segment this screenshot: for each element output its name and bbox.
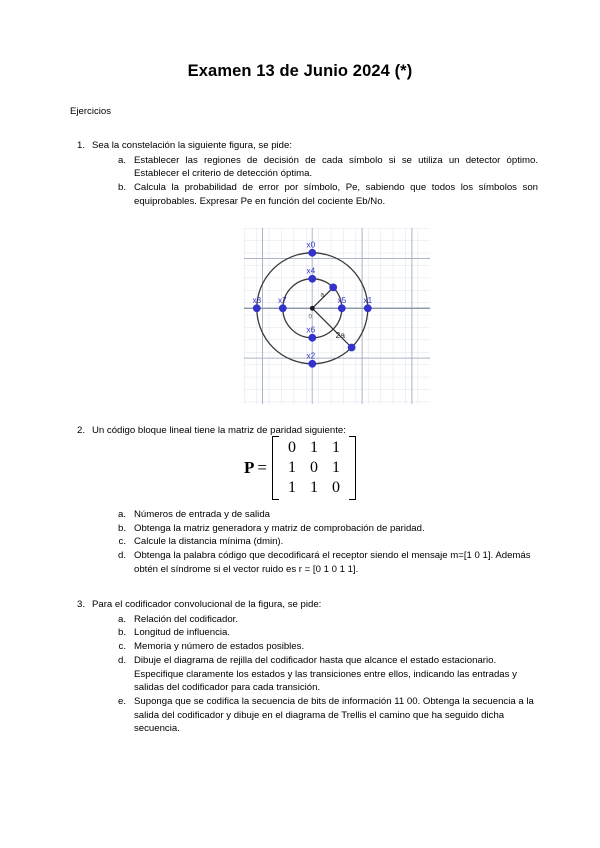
section-label-ejercicios: Ejercicios bbox=[70, 106, 112, 117]
label-x2: x2 bbox=[306, 351, 316, 361]
page-title: Examen 13 de Junio 2024 (*) bbox=[187, 62, 413, 80]
exercise-3-item-a-text: Relación del codificador. bbox=[134, 613, 238, 625]
exercise-3-item-c-letter: c. bbox=[118, 641, 126, 653]
point-outer-unlabeled bbox=[348, 344, 356, 352]
exercise-2-item-b-letter: b. bbox=[117, 522, 126, 534]
exercise-1-sublist bbox=[70, 154, 538, 209]
point-x0 bbox=[308, 249, 316, 257]
exercise-3-item-e bbox=[112, 695, 546, 736]
point-x3 bbox=[253, 304, 261, 312]
exercise-1-item-a-letter: a. bbox=[117, 154, 126, 166]
matrix-cell: 1 bbox=[331, 439, 340, 456]
label-x3: x3 bbox=[252, 296, 262, 305]
matrix-equals: = bbox=[257, 458, 267, 477]
grid-background bbox=[244, 228, 430, 404]
exercise-1 bbox=[70, 139, 538, 209]
matrix-cell: 0 bbox=[287, 439, 296, 456]
matrix-table bbox=[281, 438, 347, 498]
label-x7: x7 bbox=[278, 296, 287, 305]
exercise-3-item-d-letter: d. bbox=[117, 654, 126, 666]
matrix-row bbox=[281, 458, 347, 478]
exercise-3-number: 3. bbox=[76, 599, 85, 610]
exercise-3 bbox=[70, 598, 538, 736]
label-x6: x6 bbox=[306, 325, 316, 335]
matrix-cell: 1 bbox=[287, 459, 296, 476]
point-inner-unlabeled bbox=[329, 284, 337, 292]
exercise-2-item-c bbox=[112, 535, 538, 549]
exercise-3-item-b-letter: b. bbox=[117, 627, 126, 639]
label-x0: x0 bbox=[306, 240, 316, 250]
exercise-2-item-d-text: Obtenga la palabra código que decodificará el receptor siendo el mensaje m=[1 0 1]. Además obtén el síndrome si el vector ruido es r = [0 1 0 1 1]. bbox=[134, 550, 531, 575]
exercise-3-item-e-text: Suponga que se codifica la secuencia de bits de información 11 00. Obtenga la secuencia a la salida del codificador y dibuje en el diagrama de Trellis el camino que ha seguido dicha secuencia. bbox=[134, 696, 534, 735]
exercise-2-item-a-letter: a. bbox=[117, 509, 126, 520]
exercise-2-item-d bbox=[112, 549, 534, 576]
label-inner-radius: a bbox=[320, 291, 324, 299]
matrix-row bbox=[281, 438, 347, 458]
label-outer-radius: 2a bbox=[335, 330, 346, 340]
exercise-3-item-b-text: Longitud de influencia. bbox=[134, 627, 231, 639]
exercise-1-number: 1. bbox=[76, 140, 85, 151]
point-x4 bbox=[308, 275, 316, 283]
exercise-2-items bbox=[70, 508, 538, 577]
exercise-2-item-b bbox=[112, 522, 538, 536]
point-x6 bbox=[308, 334, 316, 342]
point-x1 bbox=[364, 304, 372, 312]
matrix-cell: 1 bbox=[331, 459, 340, 476]
exercise-3-item-d-text: Dibuje el diagrama de rejilla del codificador hasta que alcance el estado estacionario. Especifique claramente los estados y las transiciones entre ellos, indicando las entradas y salidas del codificador para cada transición. bbox=[134, 654, 517, 694]
matrix-equation bbox=[244, 436, 356, 500]
matrix-cell: 1 bbox=[287, 479, 296, 496]
exercise-1-item-a-text: Establecer las regiones de decisión de cada símbolo si se utiliza un detector óptimo. Establecer el criterio de detección óptima. bbox=[134, 154, 538, 180]
exercise-3-sublist bbox=[70, 613, 538, 736]
matrix-row bbox=[281, 478, 347, 498]
exercise-2-item-c-text: Calcule la distancia mínima (dmin). bbox=[134, 536, 284, 548]
matrix-cell: 0 bbox=[331, 479, 340, 496]
matrix-name: P bbox=[244, 458, 255, 477]
exercise-2-item-a bbox=[112, 508, 538, 522]
exercise-2-number: 2. bbox=[76, 425, 85, 436]
exercise-2-item-b-text: Obtenga la matriz generadora y matriz de comprobación de paridad. bbox=[134, 522, 425, 534]
matrix-brackets bbox=[272, 436, 356, 500]
label-x4: x4 bbox=[306, 266, 316, 276]
exercise-1-heading bbox=[70, 139, 538, 153]
exercise-3-item-c bbox=[112, 640, 538, 654]
exercise-3-item-b bbox=[112, 626, 538, 640]
constellation-figure bbox=[244, 228, 430, 404]
point-x5 bbox=[338, 304, 346, 312]
exercise-2-item-c-letter: c. bbox=[118, 536, 126, 548]
exercise-1-item-b bbox=[112, 181, 538, 208]
label-origin: 0 bbox=[308, 314, 312, 321]
exercise-3-heading-text: Para el codificador convolucional de la figura, se pide: bbox=[92, 599, 322, 610]
exercise-1-heading-text: Sea la constelación la siguiente figura, se pide: bbox=[92, 140, 292, 151]
matrix-cell: 0 bbox=[309, 459, 318, 476]
exercise-1-item-a bbox=[112, 154, 538, 181]
label-x5: x5 bbox=[337, 296, 347, 305]
parity-matrix-figure bbox=[0, 436, 600, 500]
exercise-1-item-b-text: Calcula la probabilidad de error por símbolo, Pe, sabiendo que todos los símbolos son equiprobables. Expresar Pe en función del cociente Eb/No. bbox=[134, 182, 538, 207]
exercise-1-item-b-letter: b. bbox=[117, 182, 126, 194]
exercise-3-item-a-letter: a. bbox=[117, 613, 126, 625]
matrix-cell: 1 bbox=[309, 439, 318, 456]
point-x2 bbox=[308, 360, 316, 368]
exercise-3-heading bbox=[70, 598, 538, 612]
exercise-3-item-a bbox=[112, 613, 538, 627]
point-x7 bbox=[279, 304, 287, 312]
exercise-3-item-e-letter: e. bbox=[117, 696, 126, 708]
exercise-2-item-a-text: Números de entrada y de salida bbox=[134, 509, 270, 520]
exercise-2-heading-text: Un código bloque lineal tiene la matriz de paridad siguiente: bbox=[92, 425, 346, 436]
exercise-2-item-d-letter: d. bbox=[117, 550, 126, 562]
label-x1: x1 bbox=[363, 296, 373, 305]
origin-dot bbox=[310, 306, 315, 311]
matrix-cell: 1 bbox=[309, 479, 318, 496]
exercise-2-sublist bbox=[70, 508, 538, 577]
exercise-3-item-c-text: Memoria y número de estados posibles. bbox=[134, 641, 305, 653]
exercise-3-item-d bbox=[112, 654, 538, 695]
